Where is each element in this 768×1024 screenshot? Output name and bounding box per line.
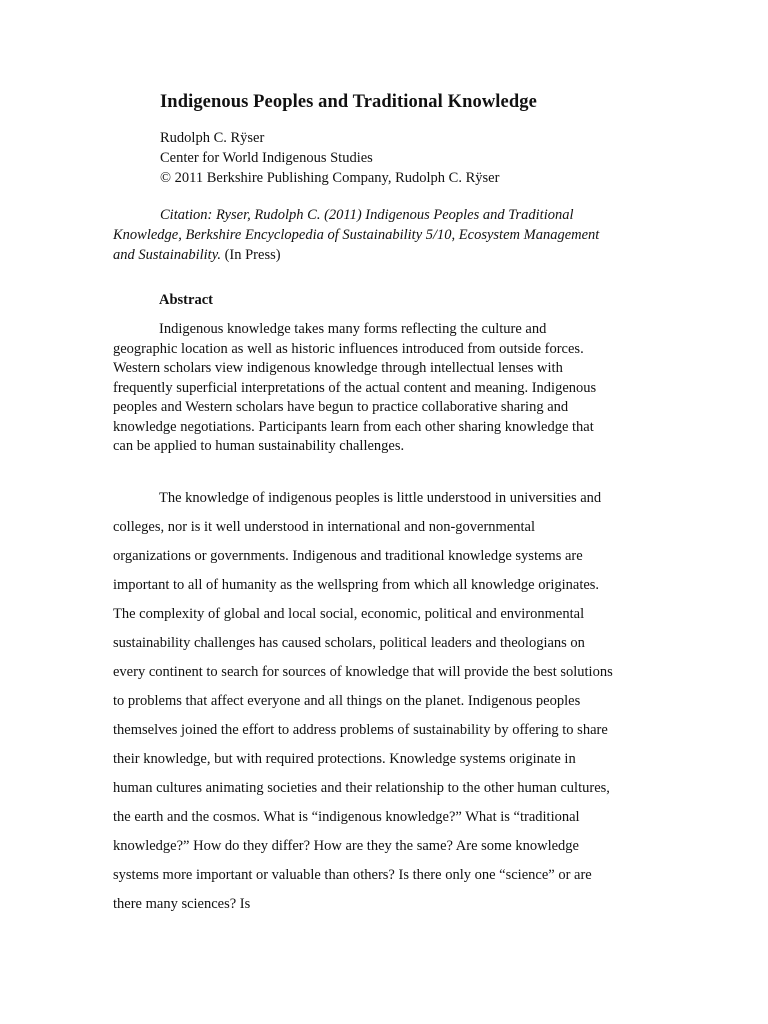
author-name: Rudolph C. Rÿser xyxy=(160,130,265,146)
abstract-heading: Abstract xyxy=(159,292,213,308)
document-title: Indigenous Peoples and Traditional Knowledge xyxy=(160,92,537,112)
author-affiliation: Center for World Indigenous Studies xyxy=(160,150,373,166)
citation-paragraph xyxy=(113,205,613,265)
citation-status: (In Press) xyxy=(220,247,281,263)
body-paragraph: The knowledge of indigenous peoples is little understood in universities and colleges, nor is it well understood in international and non-governmental organizations or governments. Indigenous and traditional knowledge systems are important to all of humanity as the wellspring from which all knowledge originates. The complexity of global and local social, economic, political and environmental sustainability challenges has caused scholars, political leaders and theologians on every continent to search for sources of knowledge that will provide the best solutions to problems that affect everyone and all things on the planet. Indigenous peoples themselves joined the effort to address problems of sustainability by offering to share their knowledge, but with required protections. Knowledge systems originate in human cultures animating societies and their relationship to the other human cultures, the earth and the cosmos. What is “indigenous knowledge?” What is “traditional knowledge?” How do they differ? How are they the same? Are some knowledge systems more important or valuable than others? Is there only one “science” or are there many sciences? Is xyxy=(113,490,613,912)
citation-reference: Citation: Ryser, Rudolph C. (2011) Indigenous Peoples and Traditional Knowledge, Berkshire Encyclopedia of Sustainability 5/10, Ecosystem Management and Sustainability. xyxy=(113,207,600,263)
author-block xyxy=(160,128,499,188)
copyright-notice: © 2011 Berkshire Publishing Company, Rudolph C. Rÿser xyxy=(160,170,500,186)
abstract-text: Indigenous knowledge takes many forms reflecting the culture and geographic location as well as historic influences introduced from outside forces. Western scholars view indigenous knowledge through intellectual lenses with frequently superficial interpretations of the actual content and meaning. Indigenous peoples and Western scholars have begun to practice collaborative sharing and knowledge negotiations. Participants learn from each other sharing knowledge that can be applied to human sustainability challenges. xyxy=(113,321,597,454)
